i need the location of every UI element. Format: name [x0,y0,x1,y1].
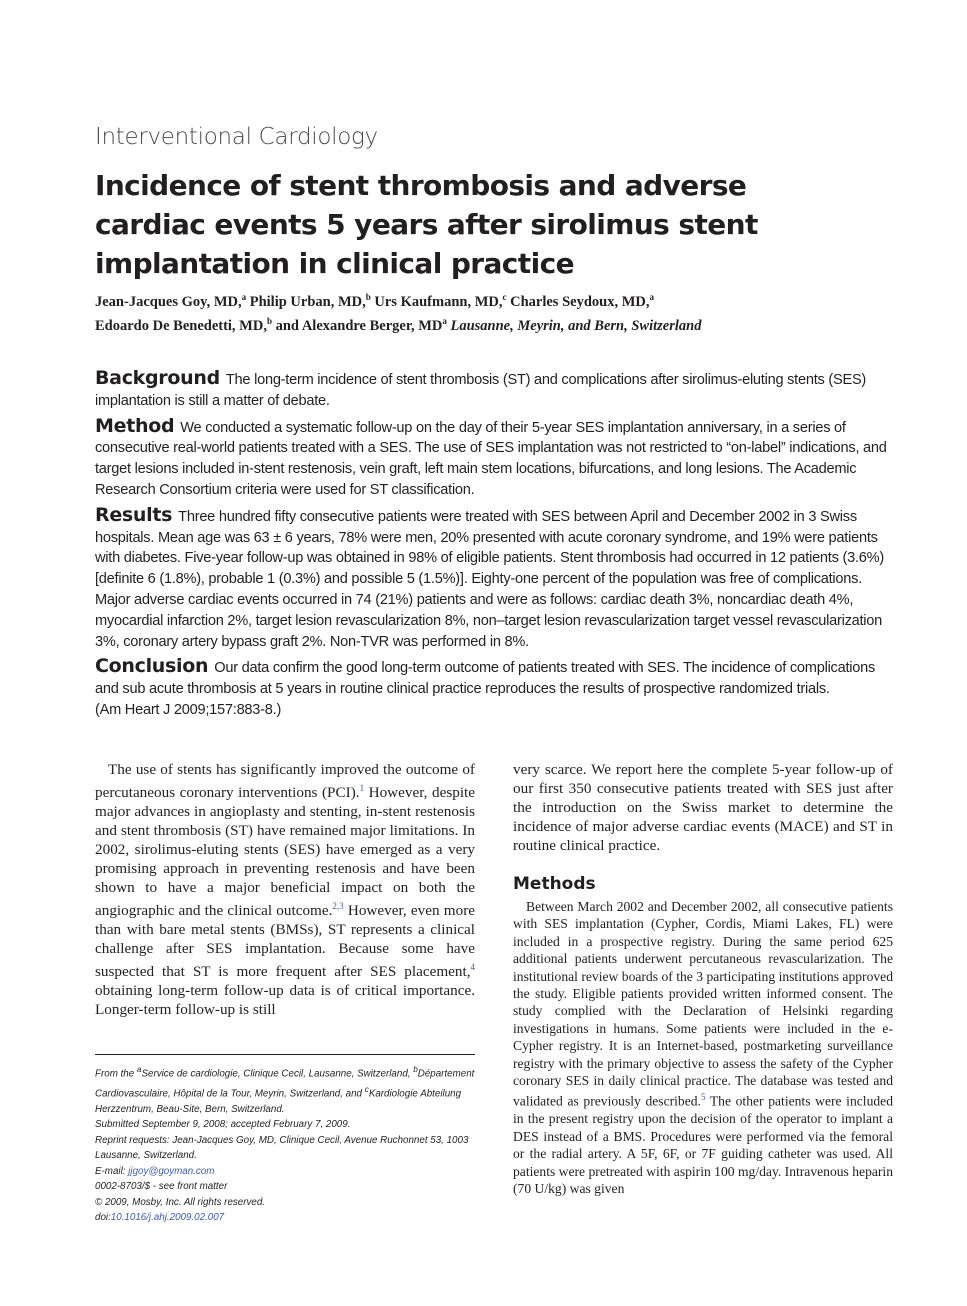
footnote-text: Service de cardiologie, Clinique Cecil, Lausanne, Switzerland, [141,1068,414,1080]
affiliation-mark: c [502,292,507,302]
body-text: However, even more than with bare metal stents (BMSs), ST represents a clinical challenge after SES implantation. Because some have suspected that ST is more frequent after SES placement, [95,902,475,981]
abstract-text: Our data confirm the good long-term outcome of patients treated with SES. The incidence of complications and sub acute thrombosis at 5 years in routine clinical practice reproduces the results of prospective randomized trials. [95,660,876,698]
footnote-text: Kardiologie Abteilung Herzzentrum, Beau-Site, Bern, Switzerland. [95,1088,462,1115]
affiliation-mark: a [442,315,447,326]
author-name: Jean-Jacques Goy, MD, [95,293,242,310]
doi-line [95,1210,475,1226]
methods-paragraph [513,898,893,1197]
abstract-text: The long-term incidence of stent thrombosis (ST) and complications after sirolimus-eluting stents (SES) implantation is still a matter of debate. [95,372,867,409]
abstract-heading: Results [95,503,173,526]
body-text: However, despite major advances in angioplasty and stenting, in-stent restenosis and stent thrombosis (ST) have remained major limitations. In 2002, sirolimus-eluting stents (SES) have emerged as a very promising approach in preventing restenosis and have been shown to have a major beneficial impact on both the angiographic and the clinical outcome. [95,784,476,920]
email-link[interactable]: jjgoy@goyman.com [128,1165,215,1177]
copyright-line: © 2009, Mosby, Inc. All rights reserved. [95,1196,266,1208]
section-label: Interventional Cardiology [95,124,378,150]
author-name: Philip Urban, MD, [249,293,366,310]
author-name: Charles Seydoux, MD, [510,293,650,310]
footnote-text: doi: [95,1212,111,1224]
footnote-text: E-mail: [95,1165,129,1177]
issn-line: 0002-8703/$ - see front matter [95,1181,228,1193]
affiliation-mark: b [413,1065,418,1074]
affiliation-mark: b [365,292,371,302]
journal-citation: (Am Heart J 2009;157:883-8.) [95,701,282,718]
reprint-requests: Reprint requests: Jean-Jacques Goy, MD, Clinique Cecil, Avenue Ruchonnet 53, 1003 Lausanne, Switzerland. [95,1134,469,1162]
abstract [95,368,895,721]
abstract-text: Three hundred fifty consecutive patients were treated with SES between April and December 2002 in 3 Swiss hospitals. Mean age was 63 ± 6 years, 78% were men, 20% presented with acute coronary syndrome, and 19% were patients with diabetes. Five-year follow-up was obtained in 98% of eligible patients. Stent thrombosis had occurred in 12 patients (3.6%) [definite 6 (1.8%), probable 1 (0.3%) and possible 5 (1.5%)]. Eighty-one percent of the population was free of complications. Major adverse cardiac events occurred in 74 (21%) patients and were as follows: cardiac death 3%, noncardiac death 4%, myocardial infarction 2%, target lesion revascularization 8%, non–target lesion revascularization target vessel revascularization 3%, coronary artery bypass graft 2%. Non-TVR was performed in 8%. [95,508,884,650]
email-line [95,1164,475,1180]
submission-dates: Submitted September 9, 2008; accepted February 7, 2009. [95,1119,351,1131]
affiliations [95,1062,475,1117]
affiliation-mark: b [266,315,272,326]
reference-link[interactable]: 2,3 [332,901,344,912]
body-text: Between March 2002 and December 2002, all consecutive patients with SES implantation (Cypher, Cordis, Miami Lakes, FL) were included in a prospective registry. During the same period 625 additional patients underwent percutaneous revascularization. The institutional review boards of the 3 participating institutions approved the study. Eligible patients provided written informed consent. The study complied with the Declaration of Helsinki regarding investigations in humans. Some patients were included in the e-Cypher registry. It is an Internet-based, postmarketing surveillance registry with the primary objective to assess the safety of the Cypher coronary SES in daily clinical practice. The database was tested and validated as previously described. [513,899,893,1109]
doi-link[interactable]: 10.1016/j.ahj.2009.02.007 [110,1212,225,1224]
author-name: Edoardo De Benedetti, MD, [95,317,267,334]
reference-link[interactable]: 4 [470,962,475,973]
body-text: obtaining long-term follow-up data is of critical importance. Longer-term follow-up is still [95,982,475,1019]
abstract-heading: Method [95,414,175,437]
reference-link[interactable]: 5 [700,1092,706,1103]
author-name: and Alexandre Berger, MD [275,317,443,334]
article-title: Incidence of stent thrombosis and adverse cardiac events 5 years after sirolimus stent implantation in clinical practice [95,169,758,280]
abstract-background [95,368,895,412]
abstract-heading: Background [95,367,220,389]
abstract-conclusion [95,656,895,720]
footnotes [95,1062,475,1226]
abstract-results [95,505,895,653]
introduction-paragraph: very scarce. We report here the complete 5-year follow-up of our first 350 consecutive patients treated with SES just after the introduction on the Swiss market to determine the incidence of major adverse cardiac events (MACE) and ST in routine clinical practice. [513,761,893,854]
abstract-text: We conducted a systematic follow-up on the day of their 5-year SES implantation anniversary, in a series of consecutive real-world patients treated with a SES. The use of SES implantation was not restricted to “on-label” indications, and target lesions included in-stent restenosis, vein graft, left main stem locations, bifurcations, and long lesions. The Academic Research Consortium criteria were used for ST classification. [95,419,887,498]
introduction-continuation [513,760,893,855]
introduction-paragraph [95,760,475,1019]
methods-heading: Methods [513,874,596,894]
footnote-divider [95,1054,475,1055]
author-list [95,288,885,336]
body-text: The use of stents has significantly improved the outcome of percutaneous coronary interventions (PCI). [95,761,475,802]
body-text: The other patients were included in the present registry upon the decision of the operator to implant a DES instead of a BMS. Procedures were performed via the femoral or the radial artery. A 5F, 6F, or 7F guiding catheter was used. All patients were pretreated with aspirin 100 mg/day. Intravenous heparin (70 U/kg) was given [513,1094,893,1197]
affiliation-mark: a [136,1065,142,1074]
abstract-heading: Conclusion [95,655,209,678]
author-name: Urs Kaufmann, MD, [374,293,503,310]
footnote-text: Département Cardiovasculaire, Hôpital de la Tour, Meyrin, Switzerland, and [95,1068,475,1100]
affiliation-mark: a [241,292,247,302]
methods-column [513,898,893,1197]
affiliation-mark: a [649,292,654,302]
abstract-method [95,416,895,501]
footnote-text: From the [95,1068,137,1080]
affiliation-mark: c [364,1084,369,1094]
introduction-column [95,760,475,1019]
reference-link[interactable]: 1 [359,783,365,793]
author-location: Lausanne, Meyrin, and Bern, Switzerland [450,317,702,334]
